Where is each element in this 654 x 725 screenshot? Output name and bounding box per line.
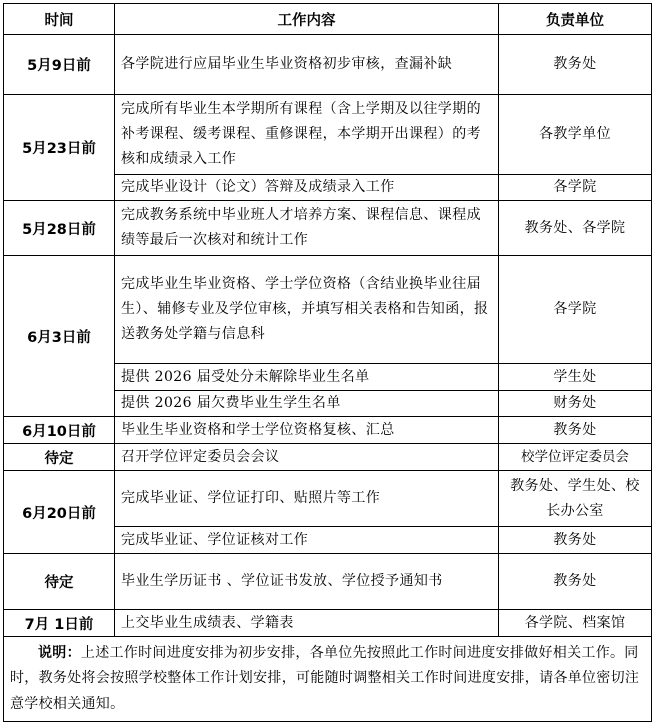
unit-cell: 财务处: [499, 391, 652, 417]
task-cell: 上交毕业生成绩表、学籍表: [115, 610, 499, 637]
table-row: [4, 444, 652, 471]
unit-cell: 教务处: [499, 35, 652, 95]
note-text: 上述工作时间进度安排为初步安排，各单位先按照此工作时间进度安排做好相关工作。同时，教务处将会按照学校整体工作计划安排，可能随时调整相关工作时间进度安排，请各单位密切注意学校相关通知。: [10, 644, 640, 712]
table-row: [4, 35, 652, 95]
table-header-row: [4, 4, 652, 35]
unit-cell: 教务处: [499, 554, 652, 610]
note-row: [4, 637, 652, 722]
unit-cell: 各学院: [499, 256, 652, 364]
header-content: 工作内容: [115, 4, 499, 35]
date-cell: 7月 1日前: [4, 610, 115, 637]
note-cell: [4, 637, 652, 722]
task-cell: 召开学位评定委员会会议: [115, 444, 499, 471]
table-row: [4, 256, 652, 364]
task-cell: 毕业生学历证书 、学位证书发放、学位授予通知书: [115, 554, 499, 610]
task-cell: 完成毕业设计（论文）答辩及成绩录入工作: [115, 175, 499, 201]
task-cell: 完成毕业生毕业资格、学士学位资格（含结业换毕业往届生）、辅修专业及学位审核，并填写相关表格和告知函，报送教务处学籍与信息科: [115, 256, 499, 364]
note-label: 说明：: [38, 644, 81, 661]
date-cell: 5月9日前: [4, 35, 115, 95]
unit-cell: 校学位评定委员会: [499, 444, 652, 471]
date-cell: 6月20日前: [4, 471, 115, 554]
table-row: [4, 471, 652, 527]
graduation-schedule-table: [3, 3, 652, 722]
unit-cell: 各学院、档案馆: [499, 610, 652, 637]
task-cell: 完成所有毕业生本学期所有课程（含上学期及以往学期的补考课程、缓考课程、重修课程，本学期开出课程）的考核和成绩录入工作: [115, 95, 499, 175]
date-cell: 5月28日前: [4, 201, 115, 256]
unit-cell: 各学院: [499, 175, 652, 201]
unit-cell: 教务处、学生处、校长办公室: [499, 471, 652, 527]
table-row: [4, 95, 652, 175]
task-cell: 完成教务系统中毕业班人才培养方案、课程信息、课程成绩等最后一次核对和统计工作: [115, 201, 499, 256]
date-cell: 6月3日前: [4, 256, 115, 417]
task-cell: 各学院进行应届毕业生毕业资格初步审核，查漏补缺: [115, 35, 499, 95]
unit-cell: 教务处: [499, 417, 652, 444]
task-cell: 完成毕业证、学位证核对工作: [115, 527, 499, 554]
unit-cell: 教务处、各学院: [499, 201, 652, 256]
unit-cell: 学生处: [499, 364, 652, 391]
table-row: [4, 201, 652, 256]
unit-cell: 各教学单位: [499, 95, 652, 175]
table-row: [4, 417, 652, 444]
task-cell: 毕业生毕业资格和学士学位资格复核、汇总: [115, 417, 499, 444]
task-cell: 完成毕业证、学位证打印、贴照片等工作: [115, 471, 499, 527]
table-row: [4, 554, 652, 610]
date-cell: 待定: [4, 554, 115, 610]
date-cell: 6月10日前: [4, 417, 115, 444]
date-cell: 待定: [4, 444, 115, 471]
unit-cell: 教务处: [499, 527, 652, 554]
header-time: 时间: [4, 4, 115, 35]
header-unit: 负责单位: [499, 4, 652, 35]
table-row: [4, 610, 652, 637]
date-cell: 5月23日前: [4, 95, 115, 201]
task-cell: 提供 2026 届欠费毕业生学生名单: [115, 391, 499, 417]
task-cell: 提供 2026 届受处分未解除毕业生名单: [115, 364, 499, 391]
